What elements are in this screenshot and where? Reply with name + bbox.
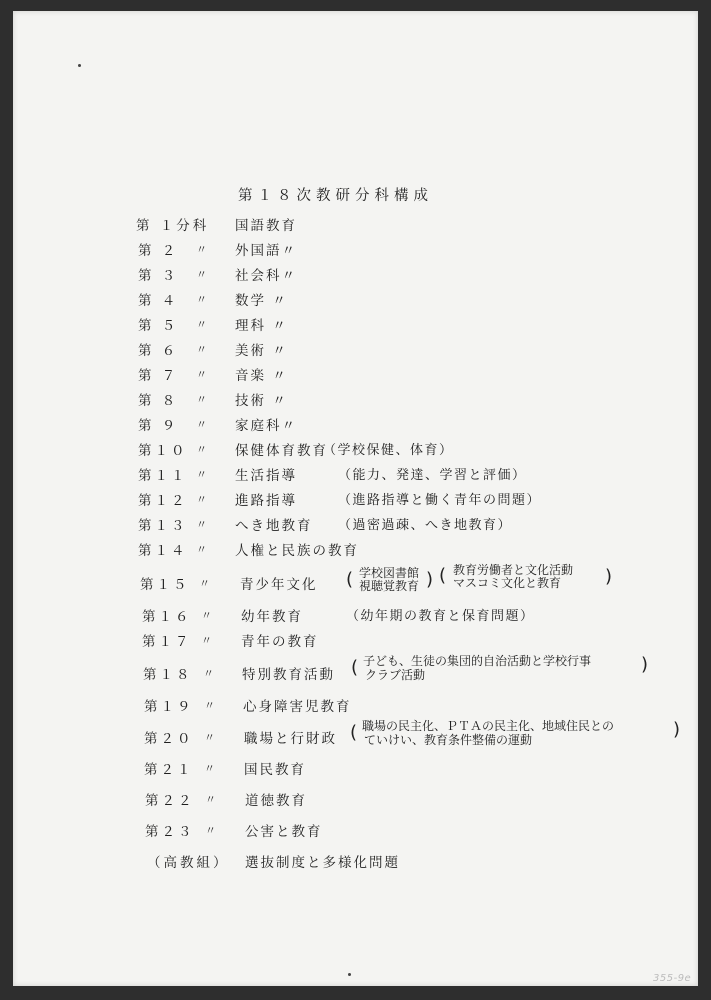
section-number: 第 ４ — [138, 293, 179, 309]
section-subject: 公害と教育 — [245, 824, 323, 840]
list-item — [13, 264, 698, 286]
section-subject: 特別教育活動 — [242, 667, 335, 683]
section-number: 第１４ — [138, 543, 188, 559]
list-item — [13, 289, 698, 311]
section-number: 第１９ — [144, 699, 194, 715]
ditto-mark: 〃 — [205, 793, 216, 806]
section-note: （進路指導と働く青年の問題） — [338, 493, 542, 508]
list-item — [13, 364, 698, 386]
section-number: 第２２ — [145, 793, 195, 809]
ditto-mark: 〃 — [204, 731, 215, 744]
section-subject: 理科 〃 — [235, 318, 288, 334]
section-number: 第 ２ — [138, 243, 179, 259]
section-subject: 数学 〃 — [235, 293, 288, 309]
list-item — [13, 695, 698, 717]
section-note-line: 職場の民主化、ＰＴＡの民主化、地域住民との — [362, 719, 615, 733]
list-item — [13, 605, 698, 627]
section-number: 第１５ — [140, 577, 190, 593]
section-subject: 心身障害児教育 — [243, 699, 352, 715]
section-number: 第 ９ — [138, 418, 179, 434]
list-item — [13, 214, 698, 236]
ditto-mark: 〃 — [196, 293, 207, 306]
ditto-mark: 〃 — [196, 268, 207, 281]
ditto-mark: 〃 — [196, 243, 207, 256]
ditto-mark: 〃 — [205, 824, 216, 837]
list-item — [13, 564, 698, 600]
ditto-mark: 〃 — [196, 493, 207, 506]
section-subject: 家庭科〃 — [235, 418, 297, 434]
section-subject: 外国語〃 — [235, 243, 297, 259]
ditto-mark: 〃 — [204, 699, 215, 712]
section-subject: 選抜制度と多様化問題 — [245, 855, 400, 871]
section-subject: 国語教育 — [235, 218, 297, 234]
list-item — [13, 314, 698, 336]
section-subject: 人権と民族の教育 — [235, 543, 359, 559]
list-item — [13, 851, 698, 873]
ditto-mark: 〃 — [196, 443, 207, 456]
section-number: （高教組） — [147, 855, 230, 871]
ditto-mark: 〃 — [196, 543, 207, 556]
section-note: （幼年期の教育と保育問題） — [346, 609, 535, 624]
list-item — [13, 717, 698, 753]
list-item — [13, 514, 698, 536]
section-note-line: 子ども、生徒の集団的自治活動と学校行事 — [363, 654, 592, 668]
section-number: 第２３ — [145, 824, 195, 840]
section-subject: 進路指導 — [235, 493, 297, 509]
section-number: 第 １分科 — [136, 218, 210, 234]
document-title: 第１８次教研分科構成 — [238, 188, 433, 204]
ditto-mark: 〃 — [201, 634, 212, 647]
section-number: 第 ３ — [138, 268, 179, 284]
list-item — [13, 464, 698, 486]
section-subject: へき地教育 — [235, 518, 313, 534]
section-subject: 社会科〃 — [235, 268, 297, 284]
ink-speck — [78, 64, 81, 67]
section-number: 第１６ — [142, 609, 192, 625]
section-subject: 道徳教育 — [245, 793, 307, 809]
open-paren: ( — [439, 565, 447, 586]
section-number: 第２１ — [144, 762, 194, 778]
section-note: （能力、発達、学習と評価） — [338, 468, 527, 483]
section-subject: 国民教育 — [244, 762, 306, 778]
list-item — [13, 489, 698, 511]
section-subject: 幼年教育 — [241, 609, 303, 625]
section-number: 第１７ — [142, 634, 192, 650]
list-item — [13, 414, 698, 436]
ditto-mark: 〃 — [196, 418, 207, 431]
list-item — [13, 651, 698, 687]
list-item — [13, 630, 698, 652]
open-paren: ( — [350, 722, 358, 743]
section-number: 第１３ — [138, 518, 188, 534]
ditto-mark: 〃 — [196, 393, 207, 406]
close-paren: ) — [426, 569, 434, 590]
list-item — [13, 789, 698, 811]
section-note: （過密過疎、へき地教育） — [338, 518, 513, 533]
list-item — [13, 539, 698, 561]
ditto-mark: 〃 — [196, 518, 207, 531]
ditto-mark: 〃 — [196, 318, 207, 331]
list-item — [13, 758, 698, 780]
section-note-line: ていけい、教育条件整備の運動 — [364, 733, 533, 747]
section-subject: 美術 〃 — [235, 343, 288, 359]
section-note-line: マスコミ文化と教育 — [453, 576, 562, 590]
section-note-line: 視聴覚教育 — [359, 579, 420, 593]
ditto-mark: 〃 — [196, 368, 207, 381]
open-paren: ( — [351, 657, 359, 678]
document-page — [13, 11, 698, 986]
section-subject: 職場と行財政 — [244, 731, 337, 747]
section-subject: 青年の教育 — [241, 634, 319, 650]
close-paren: ) — [605, 566, 613, 587]
section-number: 第 ７ — [138, 368, 179, 384]
section-number: 第２０ — [144, 731, 194, 747]
section-number: 第１０ — [138, 443, 188, 459]
ditto-mark: 〃 — [204, 762, 215, 775]
ink-speck — [348, 973, 351, 976]
list-item — [13, 389, 698, 411]
list-item — [13, 820, 698, 842]
section-number: 第 ８ — [138, 393, 179, 409]
open-paren: ( — [346, 569, 354, 590]
ditto-mark: 〃 — [199, 577, 210, 590]
close-paren: ) — [673, 719, 681, 740]
section-subject: 音楽 〃 — [235, 368, 288, 384]
ditto-mark: 〃 — [203, 667, 214, 680]
ditto-mark: 〃 — [196, 468, 207, 481]
section-subject: 保健体育教育 — [235, 443, 328, 459]
section-subject: 青少年文化 — [240, 577, 318, 593]
section-number: 第１２ — [138, 493, 188, 509]
ditto-mark: 〃 — [196, 343, 207, 356]
section-subject: 生活指導 — [235, 468, 297, 484]
section-number: 第 ５ — [138, 318, 179, 334]
close-paren: ) — [641, 654, 649, 675]
list-item — [13, 439, 698, 461]
archive-number: 355-9e — [653, 973, 692, 984]
section-subject: 技術 〃 — [235, 393, 288, 409]
list-item — [13, 339, 698, 361]
section-number: 第１８ — [143, 667, 193, 683]
ditto-mark: 〃 — [201, 609, 212, 622]
section-number: 第 ６ — [138, 343, 179, 359]
section-note-line: 学校図書館 — [359, 566, 420, 580]
section-note-line: クラブ活動 — [365, 668, 426, 682]
section-number: 第１１ — [138, 468, 188, 484]
section-note-line: 教育労働者と文化活動 — [453, 563, 574, 577]
list-item — [13, 239, 698, 261]
section-note: （学校保健、体育） — [323, 443, 454, 458]
